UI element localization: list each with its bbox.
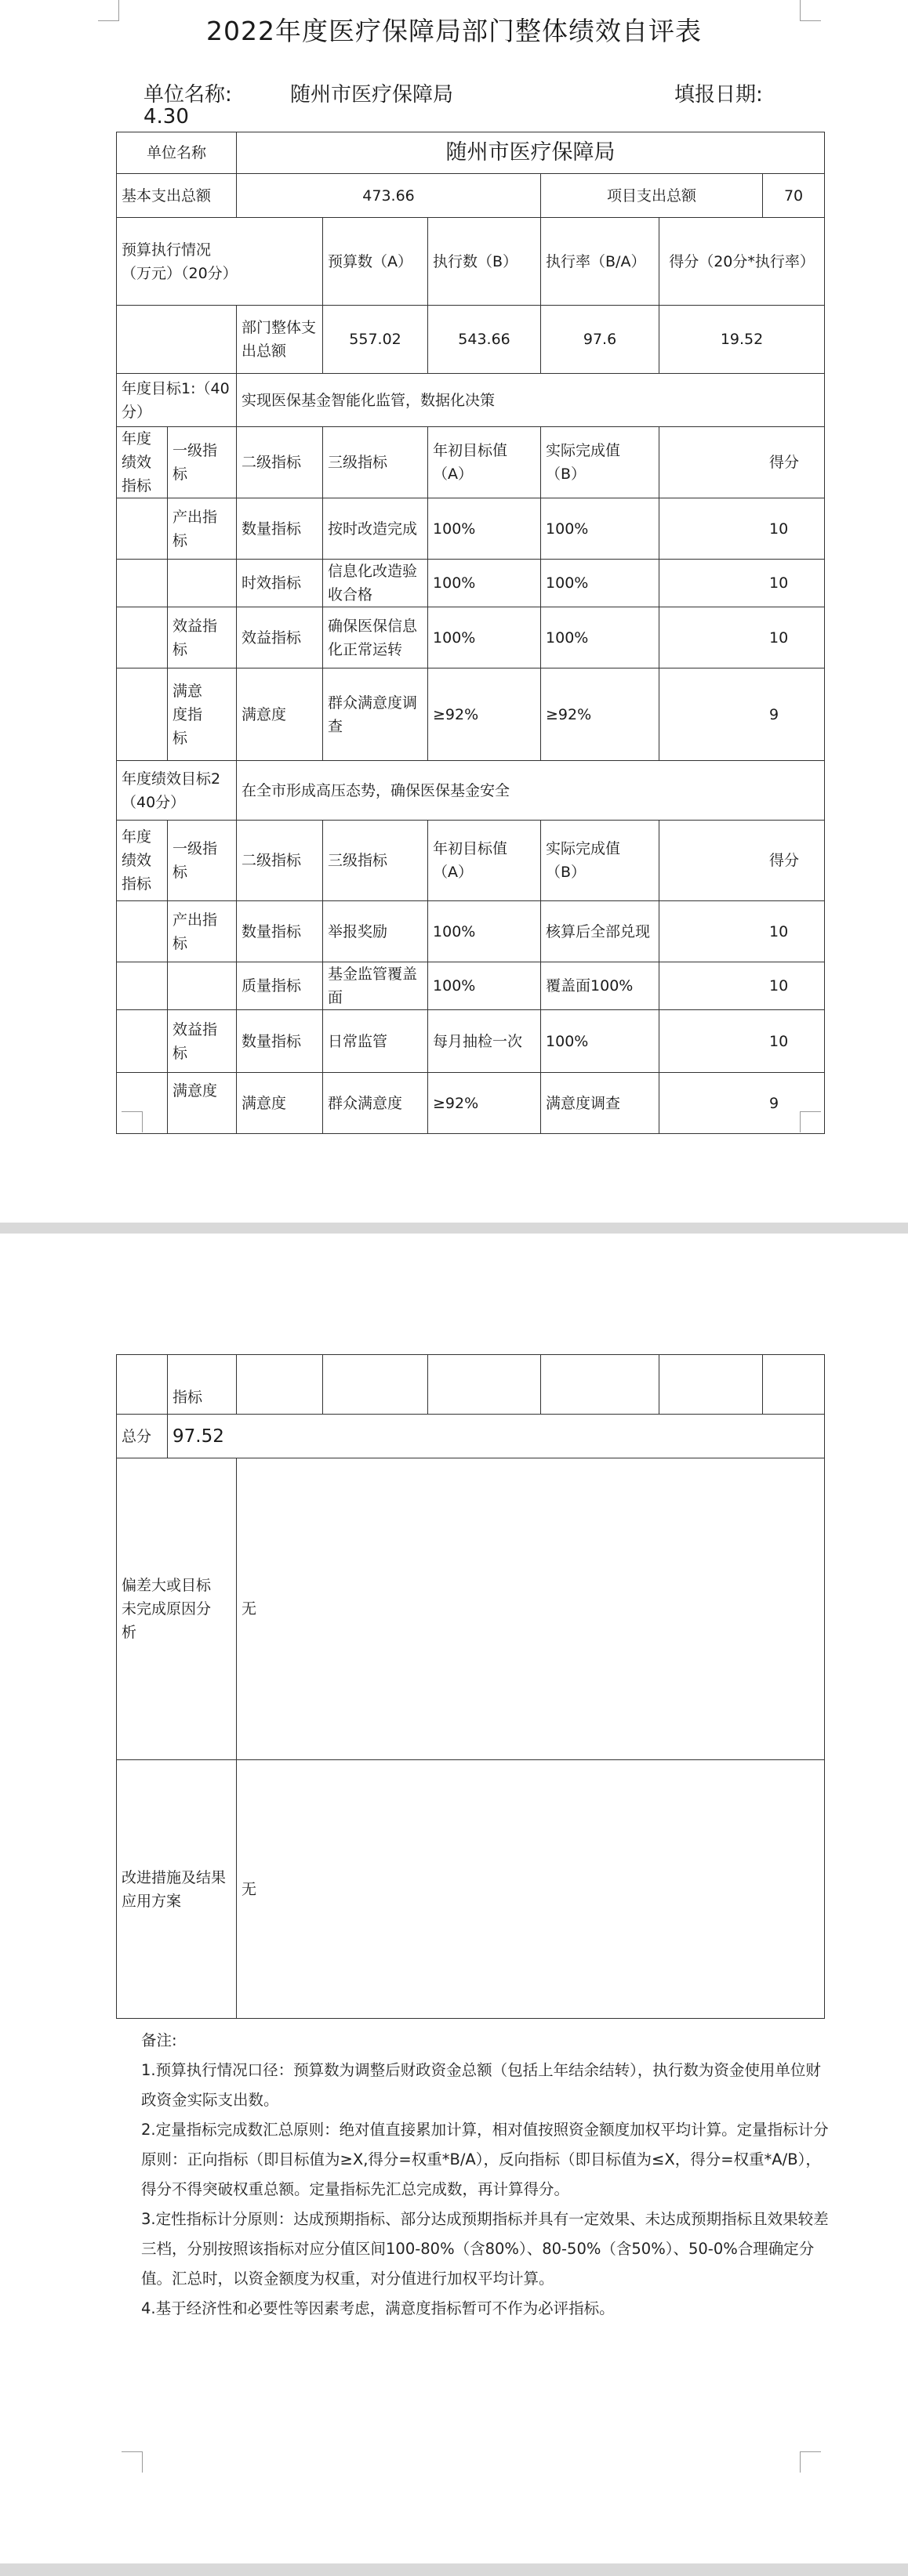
document-title: 2022年度医疗保障局部门整体绩效自评表 xyxy=(206,16,702,46)
unit-name-label: 单位名称 xyxy=(117,132,237,174)
date-label: 填报日期: xyxy=(674,83,763,107)
table-row xyxy=(117,607,825,668)
g2-score: 10 xyxy=(659,901,825,962)
header-level2: 二级指标 xyxy=(237,427,323,498)
unit-label: 单位名称: xyxy=(143,83,232,107)
g2-actual: 覆盖面100% xyxy=(541,962,659,1010)
header-level1: 一级指标 xyxy=(168,821,237,901)
table-row xyxy=(117,962,825,1010)
g2-target: 100% xyxy=(428,901,541,962)
dept-score: 19.52 xyxy=(659,306,825,374)
goal1-label: 年度目标1:（40分） xyxy=(117,374,237,427)
date-value: 4.30 xyxy=(143,105,189,129)
col-budget: 预算数（A） xyxy=(323,218,428,306)
page-gap-bottom xyxy=(0,2563,908,2576)
crop-mark-p2-bottom-left xyxy=(122,2451,143,2473)
g1-target: 100% xyxy=(428,607,541,668)
g1-l3: 群众满意度调查 xyxy=(323,668,428,761)
header-score: 得分 xyxy=(659,427,825,498)
g1-score: 10 xyxy=(659,498,825,560)
header-score: 得分 xyxy=(659,821,825,901)
crop-mark-bottom-left xyxy=(122,1111,143,1132)
header-level3: 三级指标 xyxy=(323,427,428,498)
deviation-label: 偏差大或目标未完成原因分析 xyxy=(117,1458,237,1760)
col-score: 得分（20分*执行率） xyxy=(659,218,825,306)
g1-target: 100% xyxy=(428,498,541,560)
g2-l3: 基金监管覆盖面 xyxy=(323,962,428,1010)
unit-value: 随州市医疗保障局 xyxy=(290,83,454,107)
header-level1: 一级指标 xyxy=(168,427,237,498)
g1-l3: 信息化改造验收合格 xyxy=(323,560,428,607)
g1-actual: 100% xyxy=(541,498,659,560)
basic-total-label: 基本支出总额 xyxy=(117,174,237,218)
col-rate: 执行率（B/A） xyxy=(541,218,659,306)
crop-mark-p2-bottom-right xyxy=(800,2451,821,2473)
g2-actual: 满意度调查 xyxy=(541,1073,659,1134)
note-item: 1.预算执行情况口径：预算数为调整后财政资金总额（包括上年结余结转），执行数为资金使用单位财政资金实际支出数。 xyxy=(141,2061,821,2109)
g2-l1: 效益指标 xyxy=(168,1010,237,1073)
notes-heading: 备注: xyxy=(141,2031,177,2049)
g2-l1: 产出指标 xyxy=(168,901,237,962)
g2-target: ≥92% xyxy=(428,1073,541,1134)
g2-actual: 100% xyxy=(541,1010,659,1073)
g2-target: 每月抽检一次 xyxy=(428,1010,541,1073)
g2-score: 9 xyxy=(659,1073,825,1134)
col-exec: 执行数（B） xyxy=(428,218,541,306)
table-row xyxy=(117,560,825,607)
g1-score: 10 xyxy=(659,607,825,668)
g1-l3: 按时改造完成 xyxy=(323,498,428,560)
g1-actual: 100% xyxy=(541,560,659,607)
project-total-value: 70 xyxy=(763,174,825,218)
g2-l3: 日常监管 xyxy=(323,1010,428,1073)
g1-l2: 满意度 xyxy=(237,668,323,761)
project-total-label: 项目支出总额 xyxy=(541,174,763,218)
cont-level1: 指标 xyxy=(168,1355,237,1415)
g2-l2: 数量指标 xyxy=(237,1010,323,1073)
notes-section xyxy=(141,2026,831,2324)
g2-l3: 举报奖励 xyxy=(323,901,428,962)
dept-total-label: 部门整体支出总额 xyxy=(237,306,323,374)
g1-score: 10 xyxy=(659,560,825,607)
table-row xyxy=(117,901,825,962)
improve-value: 无 xyxy=(237,1760,825,2019)
table-row xyxy=(117,1073,825,1134)
g1-actual: 100% xyxy=(541,607,659,668)
g2-l2: 满意度 xyxy=(237,1073,323,1134)
basic-total-value: 473.66 xyxy=(237,174,541,218)
budget-exec-label: 预算执行情况（万元）（20分） xyxy=(117,218,323,306)
g1-actual: ≥92% xyxy=(541,668,659,761)
g1-l1 xyxy=(168,560,237,607)
note-item: 4.基于经济性和必要性等因素考虑，满意度指标暂可不作为必评指标。 xyxy=(141,2299,615,2317)
table-row xyxy=(117,498,825,560)
table-row xyxy=(117,1010,825,1073)
header-target: 年初目标值（A） xyxy=(428,427,541,498)
goal2-label: 年度绩效目标2（40分） xyxy=(117,761,237,821)
g1-l1: 产出指标 xyxy=(168,498,237,560)
continuation-table xyxy=(116,1354,825,2019)
dept-rate: 97.6 xyxy=(541,306,659,374)
g2-l3: 群众满意度 xyxy=(323,1073,428,1134)
crop-mark-bottom-right xyxy=(800,1111,821,1132)
g2-score: 10 xyxy=(659,962,825,1010)
g1-l1: 满意度指标 xyxy=(168,668,237,761)
g1-l2: 时效指标 xyxy=(237,560,323,607)
g2-target: 100% xyxy=(428,962,541,1010)
performance-table xyxy=(116,132,825,1134)
total-label: 总分 xyxy=(117,1415,168,1458)
dept-exec: 543.66 xyxy=(428,306,541,374)
page-gap xyxy=(0,1223,908,1234)
unit-name-value: 随州市医疗保障局 xyxy=(237,132,825,174)
improve-label: 改进措施及结果应用方案 xyxy=(117,1760,237,2019)
g1-l1: 效益指标 xyxy=(168,607,237,668)
g1-l2: 效益指标 xyxy=(237,607,323,668)
g2-l2: 数量指标 xyxy=(237,901,323,962)
g1-l3: 确保医保信息化正常运转 xyxy=(323,607,428,668)
header-actual: 实际完成值（B） xyxy=(541,821,659,901)
header-level2: 二级指标 xyxy=(237,821,323,901)
g2-actual: 核算后全部兑现 xyxy=(541,901,659,962)
g1-score: 9 xyxy=(659,668,825,761)
table-row xyxy=(117,668,825,761)
g2-l1 xyxy=(168,962,237,1010)
goal1-value: 实现医保基金智能化监管，数据化决策 xyxy=(237,374,825,427)
goal2-value: 在全市形成高压态势，确保医保基金安全 xyxy=(237,761,825,821)
total-value: 97.52 xyxy=(168,1415,825,1458)
dept-budget: 557.02 xyxy=(323,306,428,374)
indicator-label-2: 年度绩效指标 xyxy=(117,821,168,901)
g2-l1: 满意度 xyxy=(168,1073,237,1134)
g1-target: 100% xyxy=(428,560,541,607)
g1-target: ≥92% xyxy=(428,668,541,761)
note-item: 2.定量指标完成数汇总原则：绝对值直接累加计算，相对值按照资金额度加权平均计算。定量指标计分原则：正向指标（即目标值为≥X,得分=权重*B/A），反向指标（即目标值为≤X，得分=权重*A/B），得分不得突破权重总额。定量指标先汇总完成数，再计算得分。 xyxy=(141,2121,829,2198)
header-target: 年初目标值（A） xyxy=(428,821,541,901)
header-level3: 三级指标 xyxy=(323,821,428,901)
note-item: 3.定性指标计分原则：达成预期指标、部分达成预期指标并具有一定效果、未达成预期指标且效果较差三档，分别按照该指标对应分值区间100-80%（含80%）、80-50%（含50%）、50-0%合理确定分值。汇总时，以资金额度为权重，对分值进行加权平均计算。 xyxy=(141,2210,829,2288)
g2-score: 10 xyxy=(659,1010,825,1073)
g2-l2: 质量指标 xyxy=(237,962,323,1010)
header-actual: 实际完成值（B） xyxy=(541,427,659,498)
indicator-label: 年度绩效指标 xyxy=(117,427,168,498)
deviation-value: 无 xyxy=(237,1458,825,1760)
g1-l2: 数量指标 xyxy=(237,498,323,560)
